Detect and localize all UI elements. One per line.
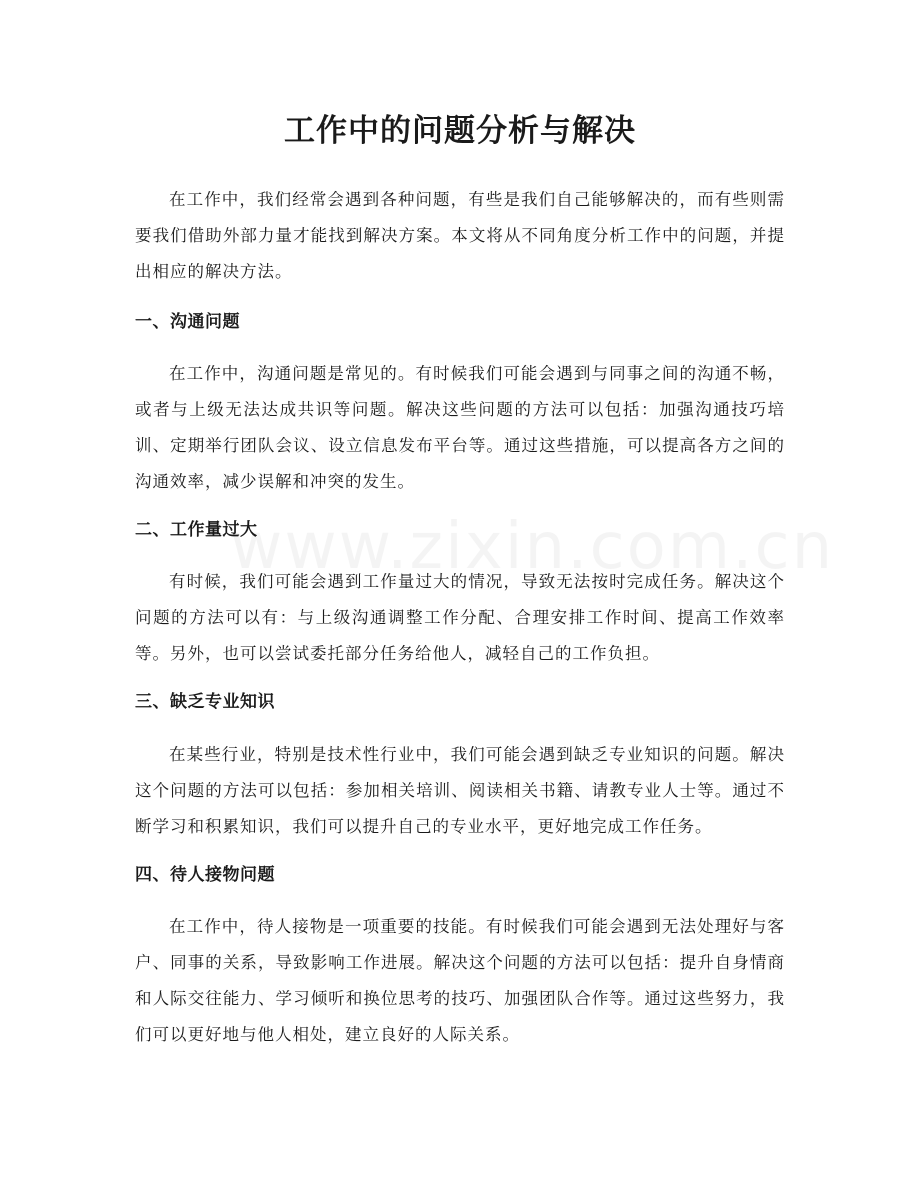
- section-body-workload: 有时候，我们可能会遇到工作量过大的情况，导致无法按时完成任务。解决这个问题的方法可以有：与上级沟通调整工作分配、合理安排工作时间、提高工作效率等。另外，也可以尝试委托部分任务给他人，减轻自己的工作负担。: [135, 572, 785, 663]
- section-heading-interpersonal: 四、待人接物问题: [135, 865, 275, 885]
- section-body-communication: 在工作中，沟通问题是常见的。有时候我们可能会遇到与同事之间的沟通不畅，或者与上级无法达成共识等问题。解决这些问题的方法可以包括：加强沟通技巧培训、定期举行团队会议、设立信息发布平台等。通过这些措施，可以提高各方之间的沟通效率，减少误解和冲突的发生。: [135, 364, 785, 491]
- section-heading-workload: 二、工作量过大: [135, 520, 258, 540]
- section-body-interpersonal: 在工作中，待人接物是一项重要的技能。有时候我们可能会遇到无法处理好与客户、同事的关系，导致影响工作进展。解决这个问题的方法可以包括：提升自身情商和人际交往能力、学习倾听和换位思考的技巧、加强团队合作等。通过这些努力，我们可以更好地与他人相处，建立良好的人际关系。: [135, 917, 785, 1044]
- intro-paragraph: 在工作中，我们经常会遇到各种问题，有些是我们自己能够解决的，而有些则需要我们借助外部力量才能找到解决方案。本文将从不同角度分析工作中的问题，并提出相应的解决方法。: [135, 190, 785, 281]
- section-heading-communication: 一、沟通问题: [135, 312, 240, 332]
- document-title: 工作中的问题分析与解决: [284, 113, 636, 149]
- section-heading-knowledge: 三、缺乏专业知识: [135, 692, 275, 712]
- section-body-knowledge: 在某些行业，特别是技术性行业中，我们可能会遇到缺乏专业知识的问题。解决这个问题的方法可以包括：参加相关培训、阅读相关书籍、请教专业人士等。通过不断学习和积累知识，我们可以提升自己的专业水平，更好地完成工作任务。: [135, 745, 785, 836]
